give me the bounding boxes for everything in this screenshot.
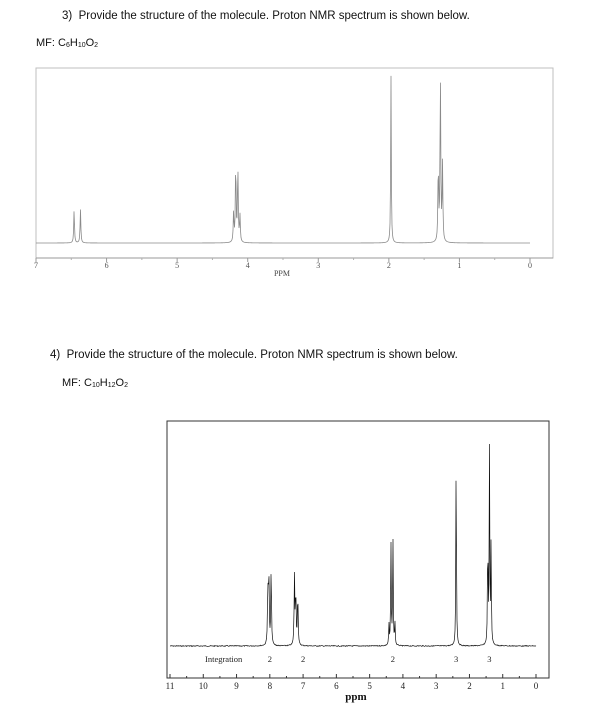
spectrum-2-tick-label: 7 <box>300 681 306 691</box>
spectrum-2-tick-label: 2 <box>467 681 472 691</box>
spectrum-1-tick-label: 0 <box>528 261 532 270</box>
spectrum-1-axis-title: PPM <box>273 269 291 278</box>
spectrum-2-tick-label: 10 <box>198 681 208 691</box>
element-o: O <box>85 37 95 49</box>
spectrum-1-tick-label: 7 <box>34 261 38 270</box>
element-c: C <box>58 37 66 49</box>
spectrum-2-tick-label: 11 <box>165 681 175 691</box>
integration-value: 3 <box>454 654 459 664</box>
integration-value: 2 <box>267 654 272 664</box>
integration-value: 2 <box>390 654 396 664</box>
spectrum-1-tick-label: 1 <box>457 261 462 270</box>
subscript-o: 2 <box>94 42 99 49</box>
spectrum-2-tick-label: 5 <box>367 681 372 691</box>
spectrum-2-tick-label: 9 <box>234 681 239 691</box>
mf-prefix: MF: <box>36 37 58 49</box>
integration-value: 3 <box>487 654 492 664</box>
spectrum-1-tick-label: 2 <box>386 261 391 270</box>
element-h: H <box>99 377 108 389</box>
element-c: C <box>84 377 92 389</box>
spectrum-2-tick-label: 6 <box>334 681 339 691</box>
element-o: O <box>115 377 125 389</box>
spectrum-1-tick-label: 6 <box>104 261 109 270</box>
subscript-h: 12 <box>107 382 116 389</box>
subscript-h: 10 <box>77 42 86 49</box>
subscript-o: 2 <box>124 382 128 389</box>
spectrum-1-tick-label: 5 <box>175 261 180 270</box>
spectrum-1-tick-label: 4 <box>245 261 250 270</box>
spectrum-1-tick-label: 3 <box>316 261 321 270</box>
spectrum-2-tick-label: 4 <box>400 681 406 691</box>
subscript-c: 10 <box>91 382 100 389</box>
spectrum-2-frame <box>167 421 549 678</box>
spectrum-2-tick-label: 0 <box>533 681 539 691</box>
question-3-heading: 3) Provide the structure of the molecule. Proton NMR spectrum is shown below. <box>62 10 470 22</box>
spectrum-2-axis-title: ppm <box>345 691 367 703</box>
mf-prefix: MF: <box>62 377 84 389</box>
integration-label: Integration <box>205 654 243 664</box>
spectrum-2-trace <box>170 444 536 646</box>
element-h: H <box>69 37 78 49</box>
spectrum-2-tick-label: 3 <box>433 681 439 691</box>
question-4-heading: 4) Provide the structure of the molecule. Proton NMR spectrum is shown below. <box>50 349 458 361</box>
spectrum-2-tick-label: 8 <box>267 681 273 691</box>
integration-value: 2 <box>300 654 306 664</box>
spectrum-2-tick-label: 1 <box>500 681 505 691</box>
subscript-c: 6 <box>65 42 70 49</box>
